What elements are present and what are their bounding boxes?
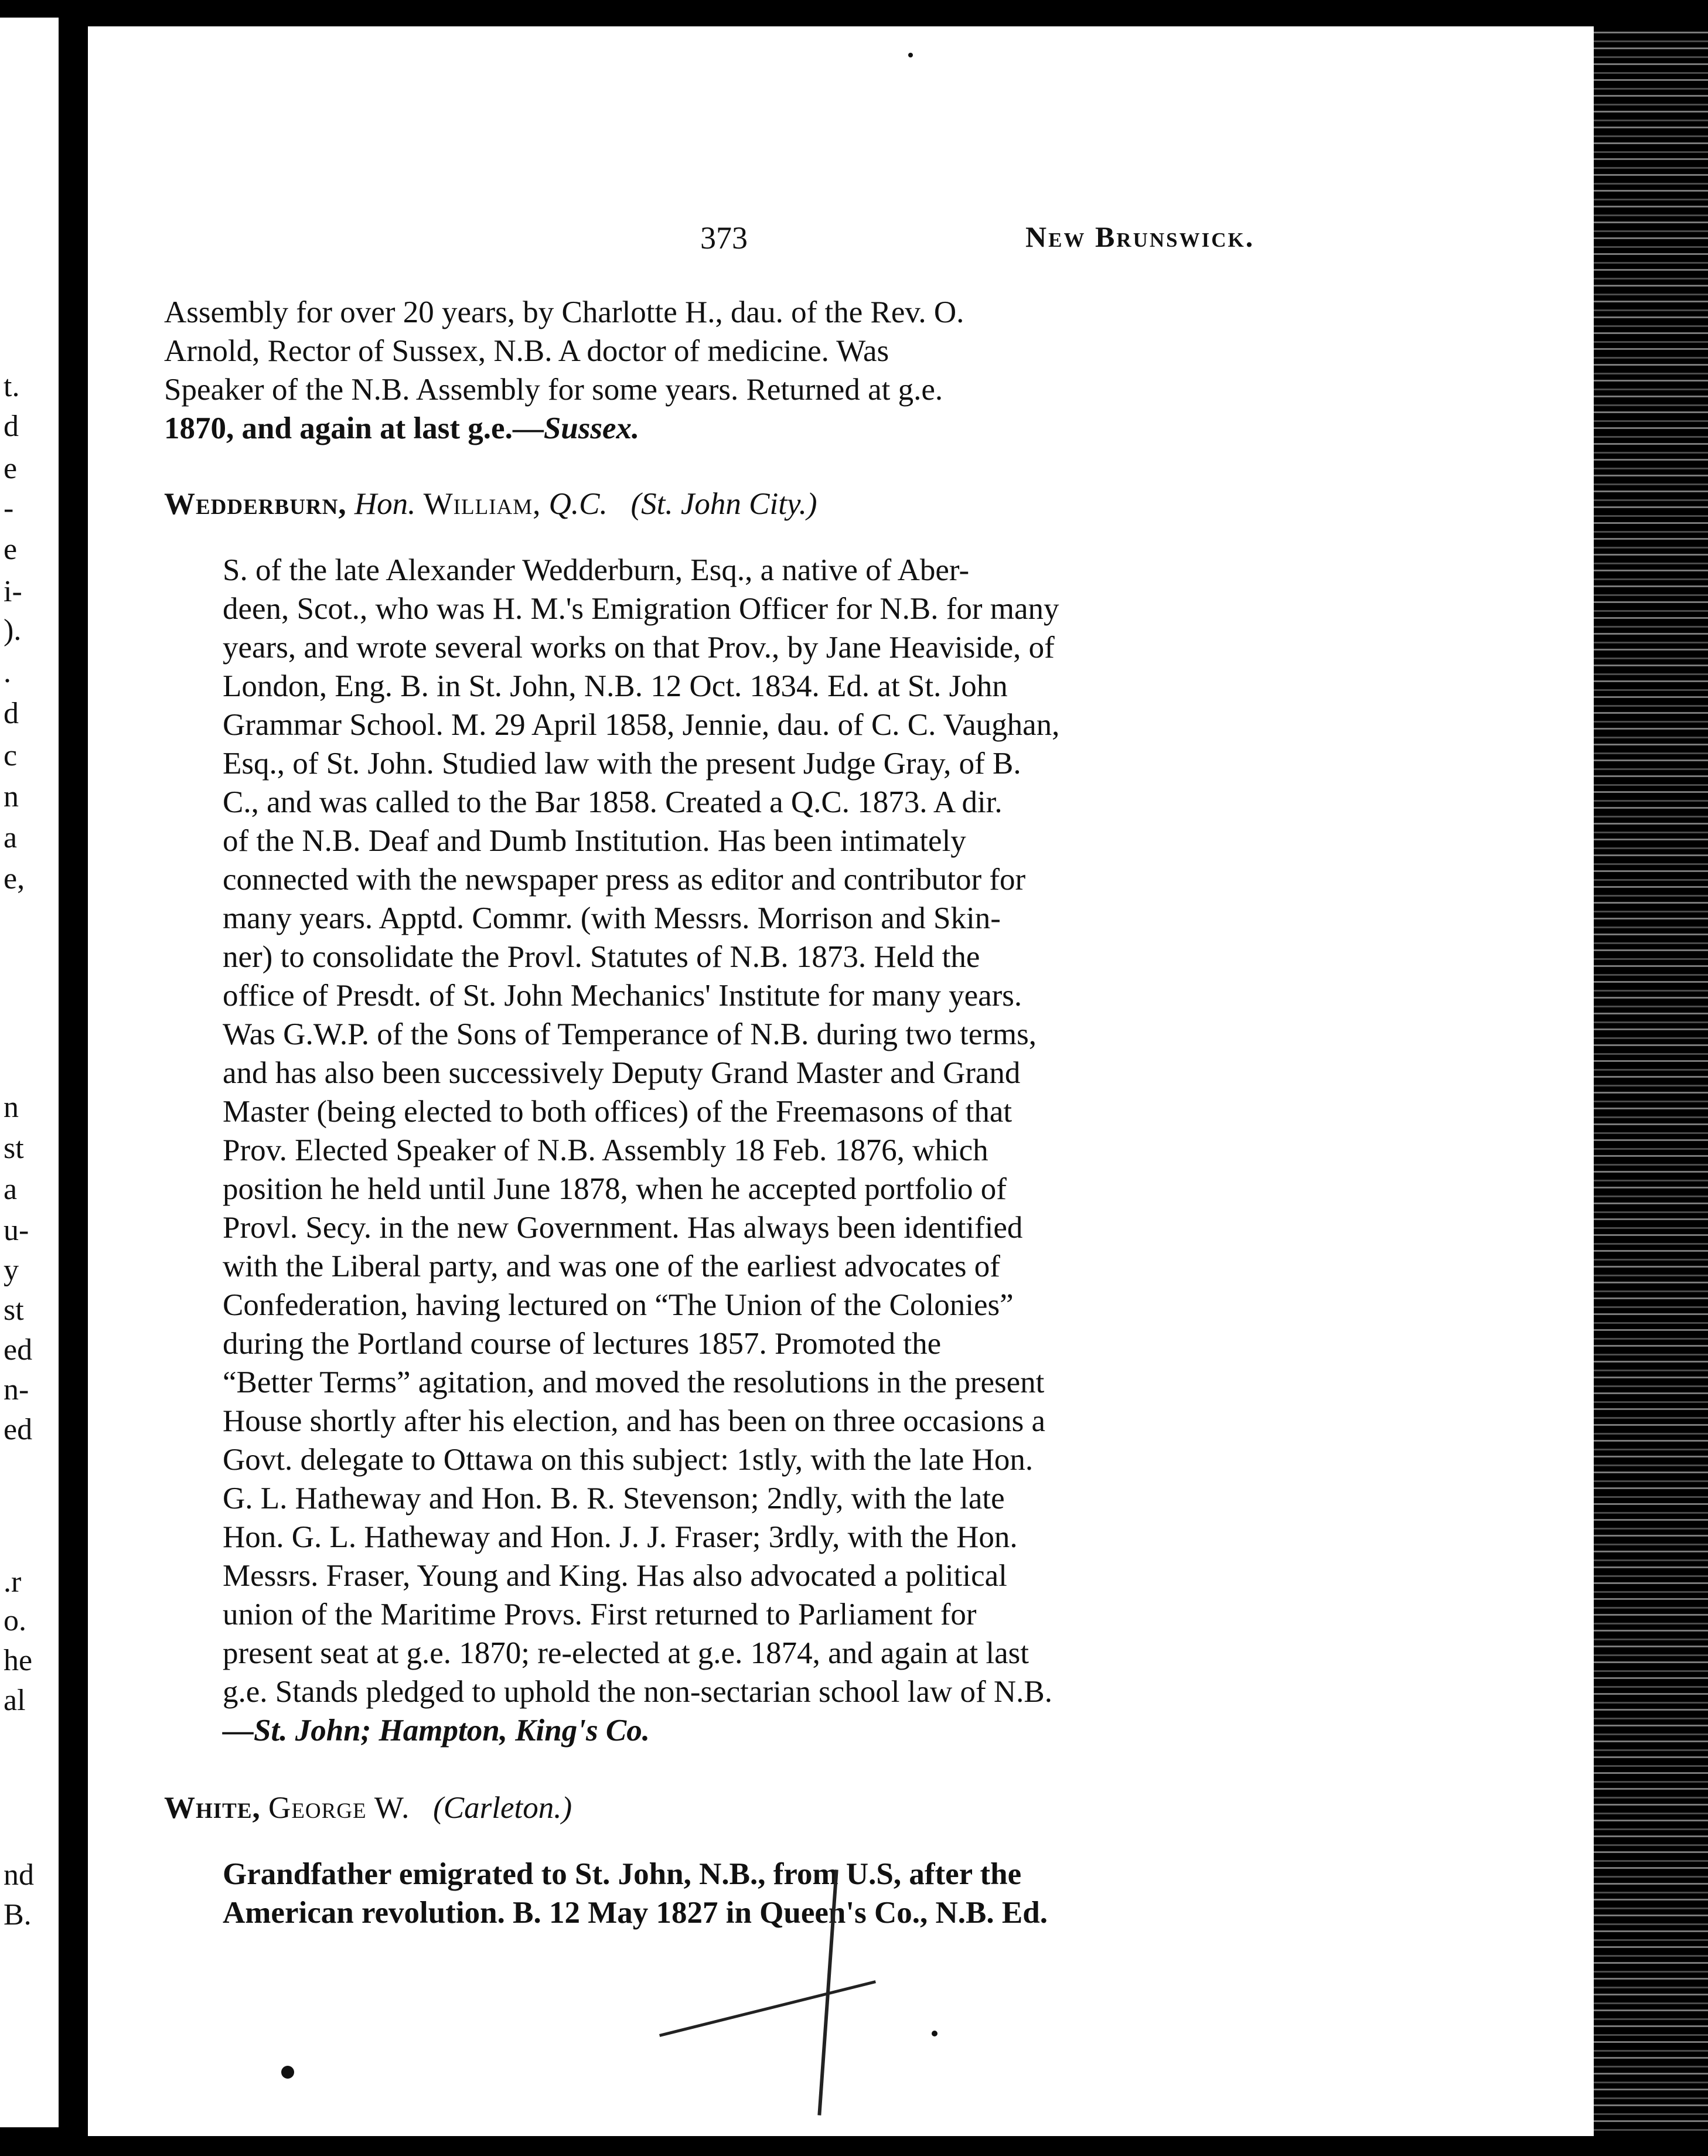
text-line: “Better Terms” agitation, and moved the resolutions in the present bbox=[223, 1365, 1045, 1399]
entry-constituency: (Carleton.) bbox=[433, 1791, 572, 1825]
margin-fragment: t. bbox=[4, 370, 20, 403]
entry-heading-wedderburn bbox=[164, 486, 817, 522]
text-line: Arnold, Rector of Sussex, N.B. A doctor of medicine. Was bbox=[164, 334, 889, 368]
margin-fragment: e, bbox=[4, 862, 25, 895]
entry-surname: Wedderburn, bbox=[164, 487, 347, 521]
book-page bbox=[88, 26, 1594, 2136]
margin-fragment: e bbox=[4, 452, 18, 485]
margin-fragment: a bbox=[4, 1173, 18, 1206]
text-line: with the Liberal party, and was one of the earliest advocates of bbox=[223, 1249, 1000, 1283]
entry-body-white bbox=[164, 1855, 1336, 1932]
text-line: G. L. Hatheway and Hon. B. R. Stevenson; 2ndly, with the late bbox=[223, 1481, 1005, 1515]
entry-surname: White, bbox=[164, 1791, 261, 1825]
entry-heading-white bbox=[164, 1790, 572, 1825]
margin-fragment: ed bbox=[4, 1413, 33, 1446]
text-line: union of the Maritime Provs. First returned to Parliament for bbox=[223, 1598, 977, 1632]
entry-honorific: Hon. bbox=[354, 487, 416, 521]
text-line: Speaker of the N.B. Assembly for some years. Returned at g.e. bbox=[164, 373, 943, 407]
margin-fragment: n bbox=[4, 780, 19, 813]
entry-constituency: (St. John City.) bbox=[630, 487, 817, 521]
margin-fragment: st bbox=[4, 1293, 24, 1327]
margin-fragment: i- bbox=[4, 575, 22, 608]
text-line: present seat at g.e. 1870; re-elected at g.e. 1874, and again at last bbox=[223, 1636, 1029, 1670]
text-line: Messrs. Fraser, Young and King. Has also advocated a political bbox=[223, 1559, 1007, 1593]
margin-fragment: .r bbox=[4, 1565, 22, 1599]
margin-fragment: ). bbox=[4, 614, 22, 647]
margin-fragment: a bbox=[4, 821, 18, 854]
margin-fragment: st bbox=[4, 1132, 24, 1165]
text-line: connected with the newspaper press as editor and contributor for bbox=[223, 863, 1026, 897]
continued-entry-paragraph bbox=[164, 293, 1336, 448]
text-line: Esq., of St. John. Studied law with the present Judge Gray, of B. bbox=[223, 747, 1021, 781]
text-line: office of Presdt. of St. John Mechanics' Institute for many years. bbox=[223, 979, 1022, 1013]
margin-fragment: he bbox=[4, 1644, 33, 1677]
text-line: Hon. G. L. Hatheway and Hon. J. J. Fraser; 3rdly, with the Hon. bbox=[223, 1520, 1018, 1554]
ink-speck bbox=[932, 2031, 937, 2036]
text-line: S. of the late Alexander Wedderburn, Esq., a native of Aber- bbox=[223, 553, 970, 587]
text-line: Grammar School. M. 29 April 1858, Jennie, dau. of C. C. Vaughan, bbox=[223, 708, 1060, 742]
margin-fragment: nd bbox=[4, 1858, 34, 1892]
page-number: 373 bbox=[700, 220, 748, 256]
text-line: House shortly after his election, and has been on three occasions a bbox=[223, 1404, 1046, 1438]
text-line bbox=[164, 409, 1336, 448]
margin-fragment: d bbox=[4, 410, 19, 443]
running-head bbox=[88, 220, 1594, 261]
place-name: Sussex. bbox=[543, 411, 640, 445]
entry-given-name: William, bbox=[423, 487, 541, 521]
text-line: deen, Scot., who was H. M.'s Emigration Officer for N.B. for many bbox=[223, 592, 1059, 626]
margin-fragment: n- bbox=[4, 1373, 29, 1406]
text-line: years, and wrote several works on that Prov., by Jane Heaviside, of bbox=[223, 631, 1055, 665]
ink-speck bbox=[281, 2066, 294, 2079]
text-line: American revolution. B. 12 May 1827 in Queen's Co., N.B. Ed. bbox=[223, 1896, 1048, 1930]
text-line: Master (being elected to both offices) of the Freemasons of that bbox=[223, 1095, 1012, 1129]
text-line: many years. Apptd. Commr. (with Messrs. Morrison and Skin- bbox=[223, 901, 1001, 935]
text-line: Provl. Secy. in the new Government. Has always been identified bbox=[223, 1211, 1023, 1245]
text-line: of the N.B. Deaf and Dumb Institution. Has been intimately bbox=[223, 824, 966, 858]
text-line: Govt. delegate to Ottawa on this subject: 1stly, with the late Hon. bbox=[223, 1443, 1034, 1477]
margin-fragment: . bbox=[4, 656, 11, 689]
margin-fragment: y bbox=[4, 1254, 19, 1287]
text-line: Grandfather emigrated to St. John, N.B., from U.S, after the bbox=[223, 1857, 1022, 1891]
margin-fragment: d bbox=[4, 697, 19, 730]
text-line: and has also been successively Deputy Grand Master and Grand bbox=[223, 1056, 1021, 1090]
margin-fragment: ed bbox=[4, 1333, 33, 1367]
text-line: Prov. Elected Speaker of N.B. Assembly 18 Feb. 1876, which bbox=[223, 1133, 988, 1167]
text-line: Assembly for over 20 years, by Charlotte H., dau. of the Rev. O. bbox=[164, 295, 964, 329]
adjacent-page-strip bbox=[0, 18, 59, 2127]
handwritten-strikethrough-mark bbox=[659, 1980, 876, 2037]
margin-fragment: c bbox=[4, 739, 18, 772]
margin-fragment: B. bbox=[4, 1898, 32, 1932]
entry-given-name: George W. bbox=[268, 1791, 410, 1825]
entry-body-wedderburn bbox=[164, 551, 1336, 1750]
margin-fragment: e bbox=[4, 533, 18, 566]
text-line: Confederation, having lectured on “The Union of the Colonies” bbox=[223, 1288, 1014, 1322]
text-line: during the Portland course of lectures 1857. Promoted the bbox=[223, 1327, 942, 1361]
margin-fragment: o. bbox=[4, 1604, 26, 1637]
text-line: London, Eng. B. in St. John, N.B. 12 Oct. 1834. Ed. at St. John bbox=[223, 669, 1008, 703]
text-line: ner) to consolidate the Provl. Statutes of N.B. 1873. Held the bbox=[223, 940, 980, 974]
margin-fragment: n bbox=[4, 1091, 19, 1124]
margin-fragment: u- bbox=[4, 1214, 29, 1247]
text-line: C., and was called to the Bar 1858. Created a Q.C. 1873. A dir. bbox=[223, 785, 1003, 819]
running-title: New Brunswick. bbox=[1025, 220, 1255, 253]
text-line-content: 1870, and again at last g.e.— bbox=[164, 411, 544, 445]
ink-speck bbox=[908, 53, 913, 57]
margin-fragment: al bbox=[4, 1684, 26, 1717]
text-line: g.e. Stands pledged to uphold the non-sectarian school law of N.B. bbox=[223, 1675, 1052, 1709]
entry-residence: —St. John; Hampton, King's Co. bbox=[223, 1714, 650, 1748]
margin-fragment: - bbox=[4, 492, 14, 525]
text-line: Was G.W.P. of the Sons of Temperance of N.B. during two terms, bbox=[223, 1017, 1037, 1051]
text-line: position he held until June 1878, when he accepted portfolio of bbox=[223, 1172, 1007, 1206]
entry-postnominal: Q.C. bbox=[548, 487, 608, 521]
